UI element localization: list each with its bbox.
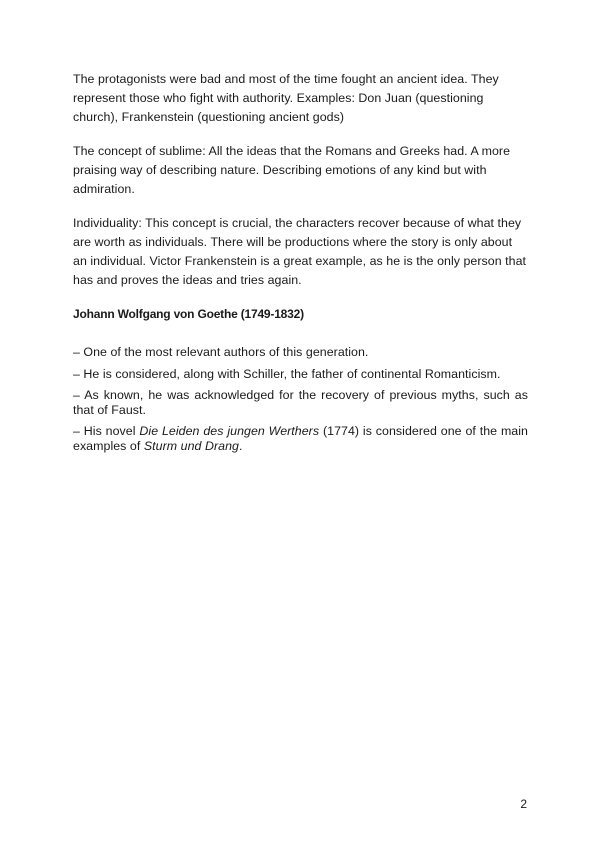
novel-title: Die Leiden des jungen Werthers [139,424,320,438]
bullet-werther-suffix: . [238,438,243,453]
bullet-werther-middle: (1774) is considered one of the main examples of [73,424,528,453]
page-number: 2 [520,797,527,811]
paragraph-individuality: Individuality: This concept is crucial, the characters recover because of what they are worth as individuals. There will be productions where the story is only about an individual. Victor Frankenstein is a great example, as he is the only person that has and proves the ideas and tries again. [73,216,527,287]
bullet-relevant-author: – One of the most relevant authors of this generation. [73,345,369,359]
bullet-werther-novel [73,424,528,453]
paragraph-protagonists: The protagonists were bad and most of the time fought an ancient idea. They represent those who fight with authority. Examples: Don Juan (questioning church), Frankenstein (questioning ancient gods) [73,72,499,124]
document-page [73,70,528,460]
bullet-werther-prefix: – His novel [73,424,140,438]
bullet-father-romanticism: – He is considered, along with Schiller, the father of continental Romanticism. [73,366,501,381]
movement-term: Sturm und Drang [143,438,239,453]
section-heading-goethe: Johann Wolfgang von Goethe (1749-1832) [73,307,304,321]
paragraph-sublime: The concept of sublime: All the ideas that the Romans and Greeks had. A more praising way of describing nature. Describing emotions of any kind but with admiration. [73,144,511,196]
goethe-bullet-list [73,345,528,453]
bullet-recovery-myths: – As known, he was acknowledged for the recovery of previous myths, such as that of Faust. [73,388,528,417]
